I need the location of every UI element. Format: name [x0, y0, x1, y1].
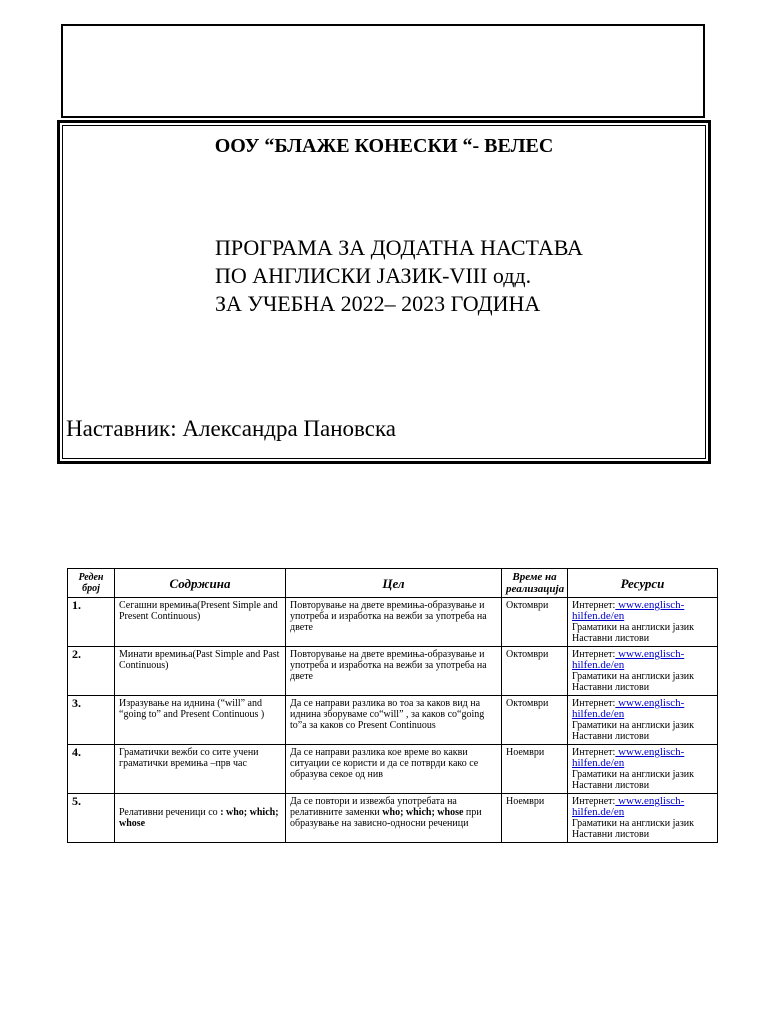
row-time: Ноември: [502, 794, 568, 843]
row-num: 3.: [68, 696, 115, 745]
row-time: Октомври: [502, 598, 568, 647]
resource-prefix: Интернет:: [572, 796, 616, 807]
header-goal: Цел: [286, 569, 502, 598]
resource-link[interactable]: www.englisch-hilfen.de/en: [572, 697, 685, 720]
row-time: Октомври: [502, 696, 568, 745]
resource-link[interactable]: www.englisch-hilfen.de/en: [572, 648, 685, 671]
resource-prefix: Интернет:: [572, 600, 616, 611]
row-num: 2.: [68, 647, 115, 696]
row-resources: [568, 647, 718, 696]
title-frame: [57, 120, 711, 464]
title-frame-inner: [62, 125, 706, 459]
row-goal: Да се направи разлика кое време во какви ситуации се користи и да се потврди како се образува секое од нив: [286, 745, 502, 794]
row-goal: Повторување на двете времиња-образување и употреба и изработка на вежби за употреба на двете: [286, 647, 502, 696]
row-resources: [568, 598, 718, 647]
row-time: Октомври: [502, 647, 568, 696]
resource-line-3: Наставни листови: [572, 682, 650, 693]
row-content: Минати времиња(Past Simple and Past Continuous): [115, 647, 286, 696]
teacher-name: Наставник: Александра Пановска: [66, 416, 397, 441]
row-content-plain: Релативни реченици со: [119, 807, 221, 818]
row-goal: Повторување на двете времиња-образување и употреба и изработка на вежби за употреба на двете: [286, 598, 502, 647]
header-time: Време на реализација: [502, 569, 568, 598]
header-num: Реден број: [68, 569, 115, 598]
row-content: Граматички вежби со сите учени граматички времиња –прв час: [115, 745, 286, 794]
row-time: Ноември: [502, 745, 568, 794]
resource-line-2: Граматики на англиски јазик: [572, 818, 695, 829]
top-empty-box: [61, 24, 705, 118]
table-row: [68, 647, 718, 696]
resource-line-3: Наставни листови: [572, 829, 650, 840]
resource-prefix: Интернет:: [572, 747, 616, 758]
resource-line-2: Граматики на англиски јазик: [572, 622, 695, 633]
program-line-3: ЗА УЧЕБНА 2022– 2023 ГОДИНА: [215, 291, 541, 316]
resource-line-3: Наставни листови: [572, 731, 650, 742]
row-resources: [568, 696, 718, 745]
table-row: [68, 794, 718, 843]
header-resources: Ресурси: [568, 569, 718, 598]
row-goal: [286, 794, 502, 843]
row-content-bold: : who; which; whose: [119, 807, 279, 829]
table-header-row: [68, 569, 718, 598]
table-row: [68, 696, 718, 745]
row-num: 1.: [68, 598, 115, 647]
program-title: [215, 234, 583, 318]
table-row: [68, 745, 718, 794]
resource-line-2: Граматики на англиски јазик: [572, 769, 695, 780]
school-name: ООУ “БЛАЖЕ КОНЕСКИ “- ВЕЛЕС: [214, 135, 554, 157]
row-goal: Да се направи разлика во тоа за каков вид на иднина зборуваме со“will” , за каков со“going to”а за каков со Present Continuous: [286, 696, 502, 745]
resource-link[interactable]: www.englisch-hilfen.de/en: [572, 599, 685, 622]
row-resources: [568, 745, 718, 794]
header-content: Содржина: [115, 569, 286, 598]
resource-link[interactable]: www.englisch-hilfen.de/en: [572, 746, 685, 769]
row-content: Изразување на иднина (“will” and “going to” and Present Continuous ): [115, 696, 286, 745]
row-goal-end: при образување на зависно-односни реченици: [290, 807, 482, 829]
resource-prefix: Интернет:: [572, 698, 616, 709]
resource-prefix: Интернет:: [572, 649, 616, 660]
row-num: 4.: [68, 745, 115, 794]
program-line-1: ПРОГРАМА ЗА ДОДАТНА НАСТАВА: [215, 235, 583, 260]
program-line-2: ПО АНГЛИСКИ ЈАЗИК-VIII одд.: [215, 263, 532, 288]
resource-link[interactable]: www.englisch-hilfen.de/en: [572, 795, 685, 818]
row-content: [115, 794, 286, 843]
program-table: [67, 568, 718, 843]
row-num: 5.: [68, 794, 115, 843]
resource-line-2: Граматики на англиски јазик: [572, 720, 695, 731]
table-row: [68, 598, 718, 647]
resource-line-2: Граматики на англиски јазик: [572, 671, 695, 682]
row-goal-start: Да се повтори и извежба употребата на релативните заменки: [290, 796, 457, 818]
row-goal-bold: who; which; whose: [382, 807, 464, 818]
row-resources: [568, 794, 718, 843]
resource-line-3: Наставни листови: [572, 633, 650, 644]
row-content: Сегашни времиња(Present Simple and Present Continuous): [115, 598, 286, 647]
resource-line-3: Наставни листови: [572, 780, 650, 791]
